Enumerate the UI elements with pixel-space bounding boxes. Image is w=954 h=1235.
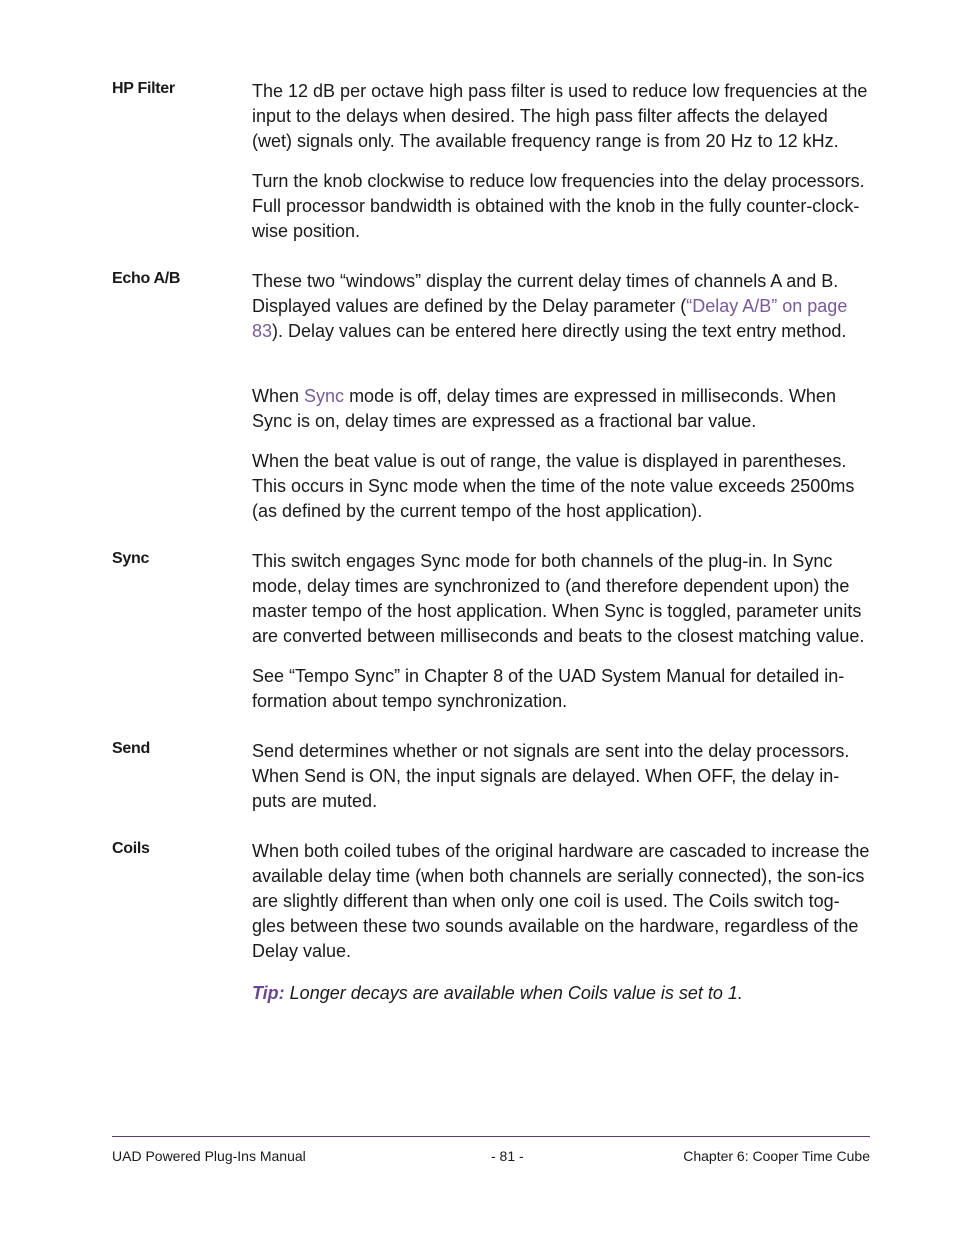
coils-paragraph-1: When both coiled tubes of the original hardware are cascaded to increase the available delay time (when both channels are serially connected), the son-ics are slightly different than when only one coil is used. The Coils switch tog-gles between these two sounds available on the hardware, regardless of the Delay value. (252, 841, 870, 961)
sync-link[interactable]: Sync (304, 386, 345, 406)
echo-ab-p2-text-a: When (252, 386, 305, 406)
hp-filter-paragraph-1: The 12 dB per octave high pass filter is used to reduce low frequencies at the input to the delays when desired. The high pass filter affects the delayed (wet) signals only. The available frequency range is from 20 Hz to 12 kHz. (252, 81, 868, 151)
sync-paragraph-1: This switch engages Sync mode for both channels of the plug-in. In Sync mode, delay times are synchronized to (and therefore dependent upon) the master tempo of the host application. When Sync is toggled, parameter units are converted between milliseconds and beats to the closest matching value. (252, 551, 865, 646)
sync-paragraph-2: See “Tempo Sync” in Chapter 8 of the UAD System Manual for detailed in-formation about tempo synchronization. (252, 666, 845, 711)
echo-ab-p1-text-b: ). Delay values can be entered here directly using the text entry method. (272, 321, 847, 341)
term-coils: Coils (112, 840, 150, 857)
echo-ab-paragraph-2 (252, 384, 872, 434)
term-sync: Sync (112, 550, 150, 567)
coils-tip (252, 981, 872, 1006)
echo-ab-p2-text-b: mode is off, delay times are expressed in milliseconds. When Sync is on, delay times are expressed as a fractional bar value. (252, 386, 836, 431)
term-send: Send (112, 740, 150, 757)
term-hp-filter: HP Filter (112, 80, 175, 97)
echo-ab-paragraph-1 (252, 269, 872, 344)
echo-ab-p1-text-a: These two “windows” display the current delay times of channels A and B. Displayed values are defined by the Delay parameter ( (252, 271, 839, 316)
send-paragraph-1: Send determines whether or not signals are sent into the delay processors. When Send is ON, the input signals are delayed. When OFF, the delay in-puts are muted. (252, 741, 850, 811)
hp-filter-paragraph-2: Turn the knob clockwise to reduce low frequencies into the delay processors. Full processor bandwidth is obtained with the knob in the fully counter-clock-wise position. (252, 171, 865, 241)
delay-ab-link[interactable]: “Delay A/B” on page 83 (252, 296, 848, 341)
echo-ab-paragraph-3: When the beat value is out of range, the value is displayed in parentheses. This occurs in Sync mode when the time of the note value exceeds 2500ms (as defined by the current tempo of the host application). (252, 451, 855, 521)
tip-label: Tip: (252, 983, 285, 1003)
footer-chapter-title: Chapter 6: Cooper Time Cube (683, 1148, 870, 1164)
tip-text: Longer decays are available when Coils value is set to 1. (284, 983, 743, 1003)
footer-rule (112, 1136, 870, 1137)
term-echo-ab: Echo A/B (112, 270, 181, 287)
footer-manual-title: UAD Powered Plug-Ins Manual (112, 1148, 306, 1164)
footer-page-number: - 81 - (491, 1148, 524, 1164)
